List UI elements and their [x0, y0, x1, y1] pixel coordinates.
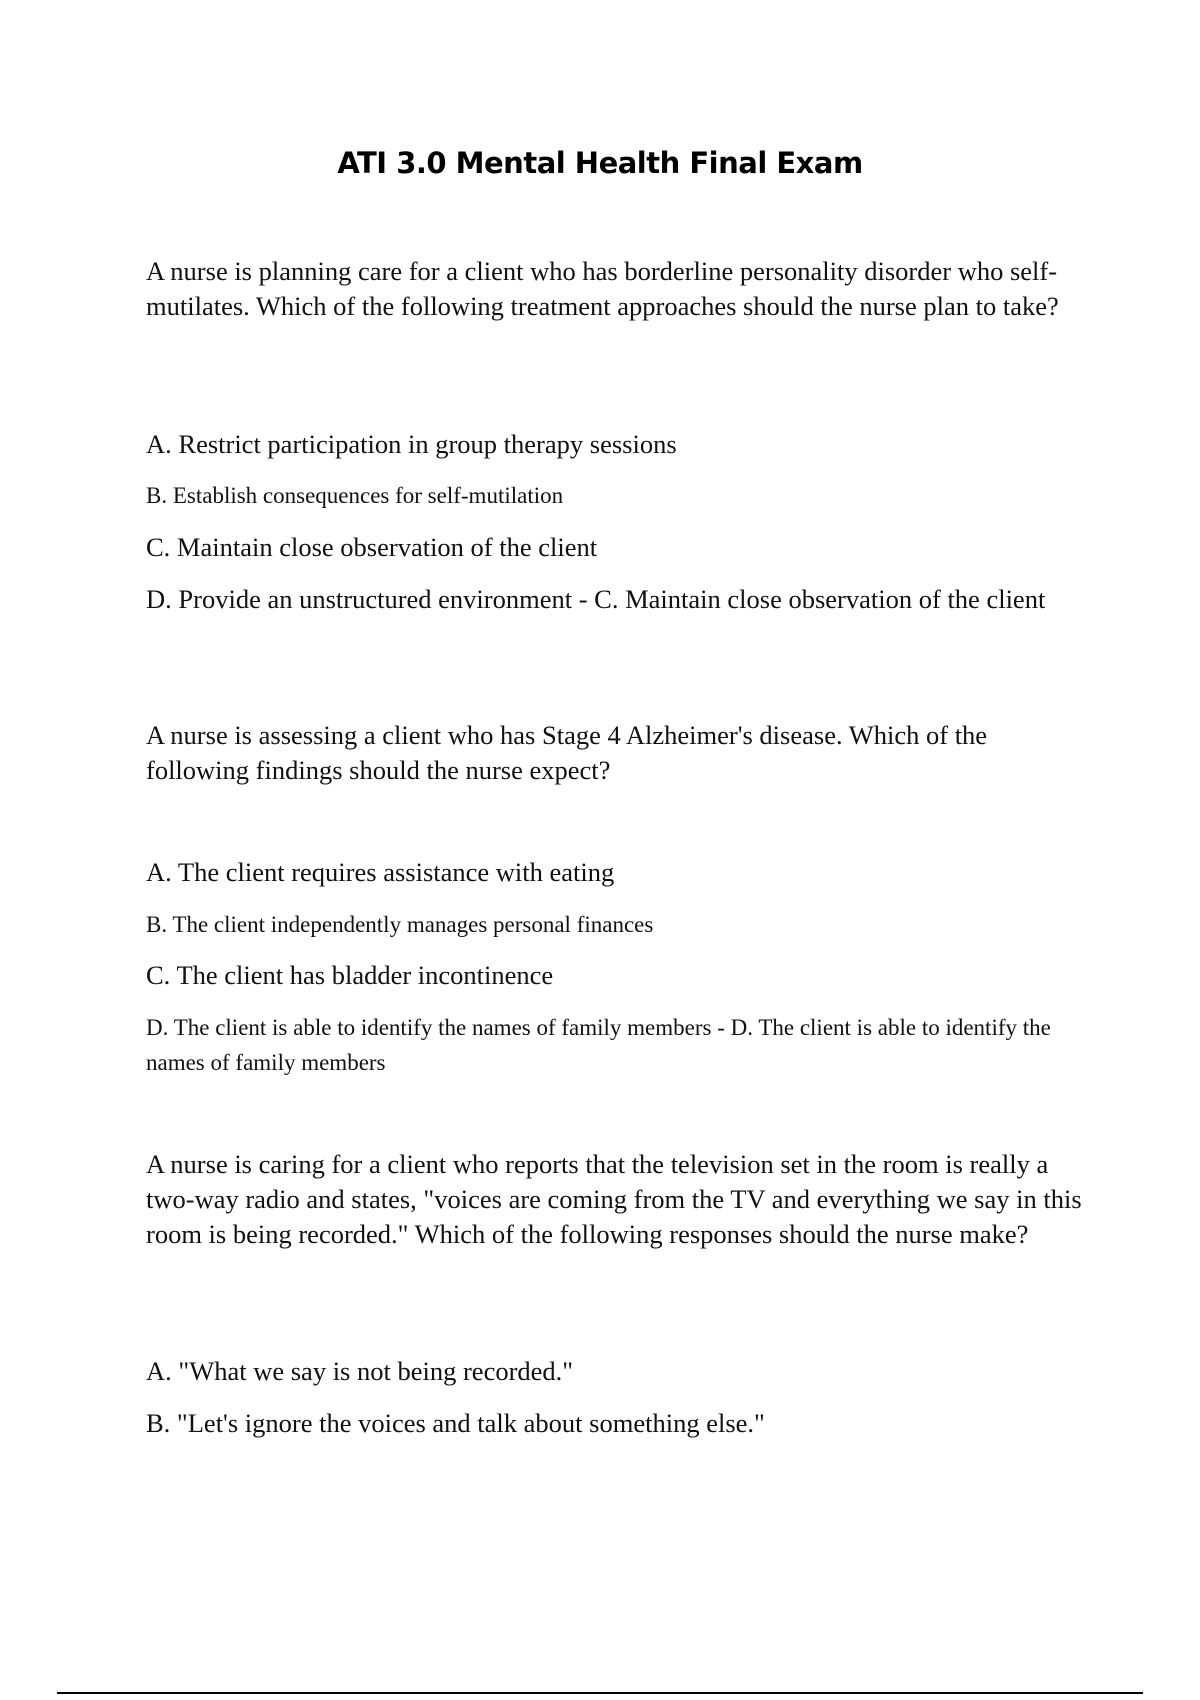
document-title: ATI 3.0 Mental Health Final Exam	[337, 146, 863, 180]
question-1-option-b: B. Establish consequences for self-mutilation	[146, 483, 564, 508]
question-1-option-d: D. Provide an unstructured environment - C. Maintain close observation of the client	[146, 584, 1046, 614]
question-2-option-d: D. The client is able to identify the names of family members - D. The client is able to identify the names of family members	[146, 1015, 1051, 1075]
question-2-option-c: C. The client has bladder incontinence	[146, 960, 554, 990]
question-2-option-b: B. The client independently manages personal finances	[146, 912, 654, 937]
question-2-stem: A nurse is assessing a client who has Stage 4 Alzheimer's disease. Which of the following findings should the nurse expect?	[146, 720, 988, 785]
question-1-option-a: A. Restrict participation in group therapy sessions	[146, 429, 677, 459]
question-3-stem: A nurse is caring for a client who reports that the television set in the room is really a two-way radio and states, "voices are coming from the TV and everything we say in this room is being recorded." Which of the following responses should the nurse make?	[146, 1149, 1082, 1249]
question-2-option-a: A. The client requires assistance with eating	[146, 857, 615, 887]
question-1-stem: A nurse is planning care for a client who has borderline personality disorder who self-mutilates. Which of the following treatment approaches should the nurse plan to take?	[146, 256, 1059, 321]
footer-divider	[57, 1692, 1143, 1694]
question-3-option-b: B. "Let's ignore the voices and talk about something else."	[146, 1408, 765, 1438]
question-1-option-c: C. Maintain close observation of the client	[146, 532, 598, 562]
question-3-option-a: A. "What we say is not being recorded."	[146, 1356, 574, 1386]
